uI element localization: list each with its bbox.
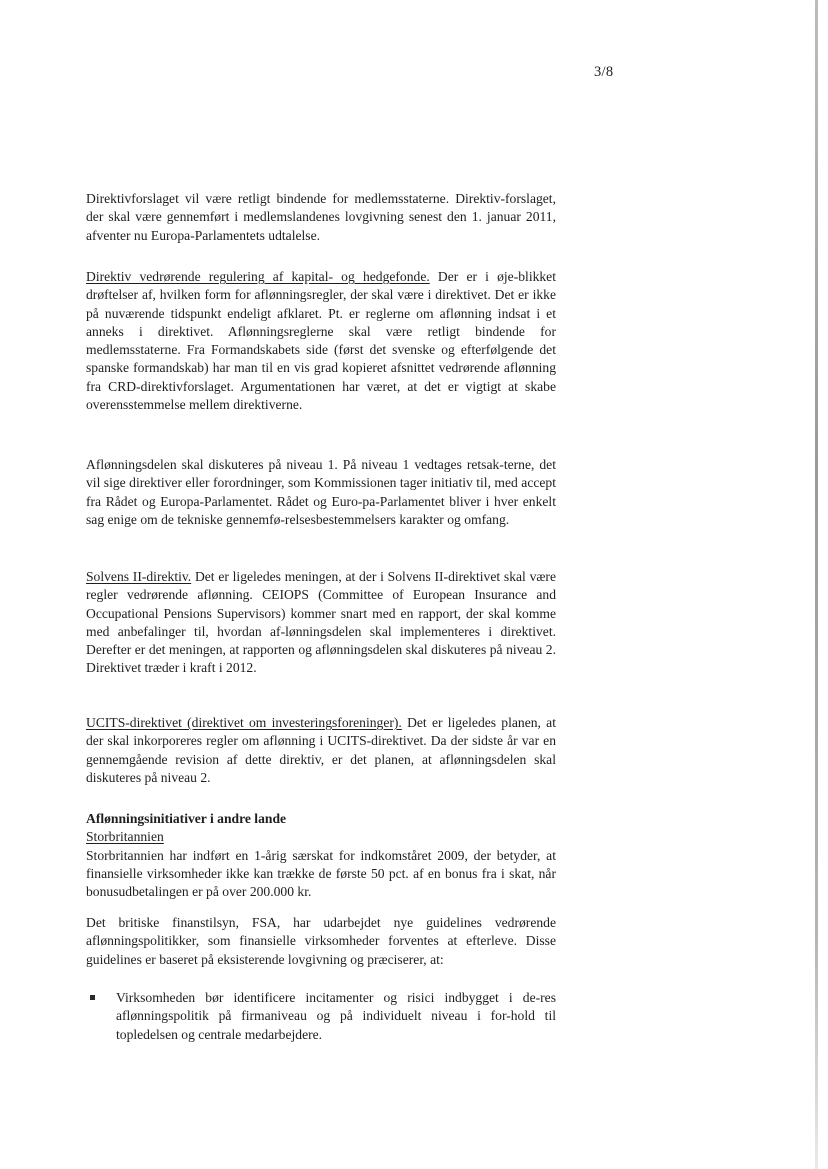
section-subheading: Storbritannien <box>86 829 164 845</box>
bullet-text: Virksomheden bør identificere incitamenter og risici indbygget i de-res aflønningspolitik på firmaniveau og på individuelt niveau i for-hold til topledelsen og centrale medarbejdere. <box>116 990 556 1042</box>
paragraph-lead-heading: UCITS-direktivet (direktivet om investeringsforeninger). <box>86 715 402 730</box>
section-heading: Aflønningsinitiativer i andre lande <box>86 811 287 826</box>
page-number: 3/8 <box>594 64 614 80</box>
paragraph-aflonningsdelen <box>86 456 556 529</box>
paragraph-text: Storbritannien har indført en 1-årig særskat for indkomståret 2009, der betyder, at finansielle virksomheder ikke kan trække de første 50 pct. af en bonus fra i skat, når bonusudbetalingen er på over 200.000 kr. <box>86 847 556 900</box>
paragraph-text: Det er ligeledes planen, at der skal inkorporeres regler om aflønning i UCITS-direktivet. Da der sidste år var en gennemgående revision af dette direktiv, er det planen, at aflønningsdelen skal diskuteres på niveau 2. <box>86 715 556 785</box>
paragraph-text: Det britiske finanstilsyn, FSA, har udarbejdet nye guidelines vedrørende aflønningspolitikker, som finansielle virksomheder forventes at efterleve. Disse guidelines er baseret på eksisterende lovgivning og præciserer, at: <box>86 915 556 967</box>
paragraph-lead-heading: Direktiv vedrørende regulering af kapital- og hedgefonde. <box>86 269 430 284</box>
section-andre-lande <box>86 810 556 901</box>
bullet-list-item <box>86 989 556 1044</box>
paragraph-text: Aflønningsdelen skal diskuteres på niveau 1. På niveau 1 vedtages retsak-terne, det vil sige direktiver eller forordninger, som Kommissionen tager initiativ til, med accept fra Rådet og Europa-Parlamentet. Rådet og Euro-pa-Parlamentet bliver i hver enkelt sag enige om de tekniske gennemfø-relsesbestemmelsers karakter og omfang. <box>86 457 556 527</box>
paragraph-direktivforslag <box>86 190 556 245</box>
paragraph-text: Det er ligeledes meningen, at der i Solvens II-direktivet skal være regler vedrørende aflønning. CEIOPS (Committee of European Insurance and Occupational Pensions Supervisors) kommer snart med en rapport, der skal komme med anbefalinger til, hvordan af-lønningsdelen skal implementeres i direktivet. Derefter er det meningen, at rapporten og aflønningsdelen skal diskuteres på niveau 2. Direktivet træder i kraft i 2012. <box>86 569 556 676</box>
paragraph-kapital-hedgefonde <box>86 268 556 414</box>
bullet-square-icon <box>90 995 95 1000</box>
paragraph-fsa <box>86 914 556 969</box>
paragraph-lead-heading: Solvens II-direktiv. <box>86 569 192 584</box>
paragraph-text: Direktivforslaget vil være retligt bindende for medlemsstaterne. Direktiv-forslaget, der skal være gennemført i medlemslandenes lovgivning senest den 1. januar 2011, afventer nu Europa-Parlamentets udtalelse. <box>86 191 556 243</box>
paragraph-solvens-ii <box>86 568 556 678</box>
paragraph-ucits <box>86 714 556 787</box>
paragraph-text: Der er i øje-blikket drøftelser af, hvilken form for aflønningsregler, der skal være i direktivet. Det er ikke på nuværende tidspunkt endeligt afklaret. Pt. er reglerne om aflønning indsat i et anneks i direktivet. Aflønningsreglerne skal være retligt bindende for medlemsstaterne. Fra Formandskabets side (først det svenske og efterfølgende det spanske formandskab) har man til en vis grad kopieret afsnittet vedrørende aflønning fra CRD-direktivforslaget. Argumentationen har været, at det er vigtigt at skabe overensstemmelse mellem direktiverne. <box>86 269 556 413</box>
scan-edge-line <box>815 0 818 1169</box>
